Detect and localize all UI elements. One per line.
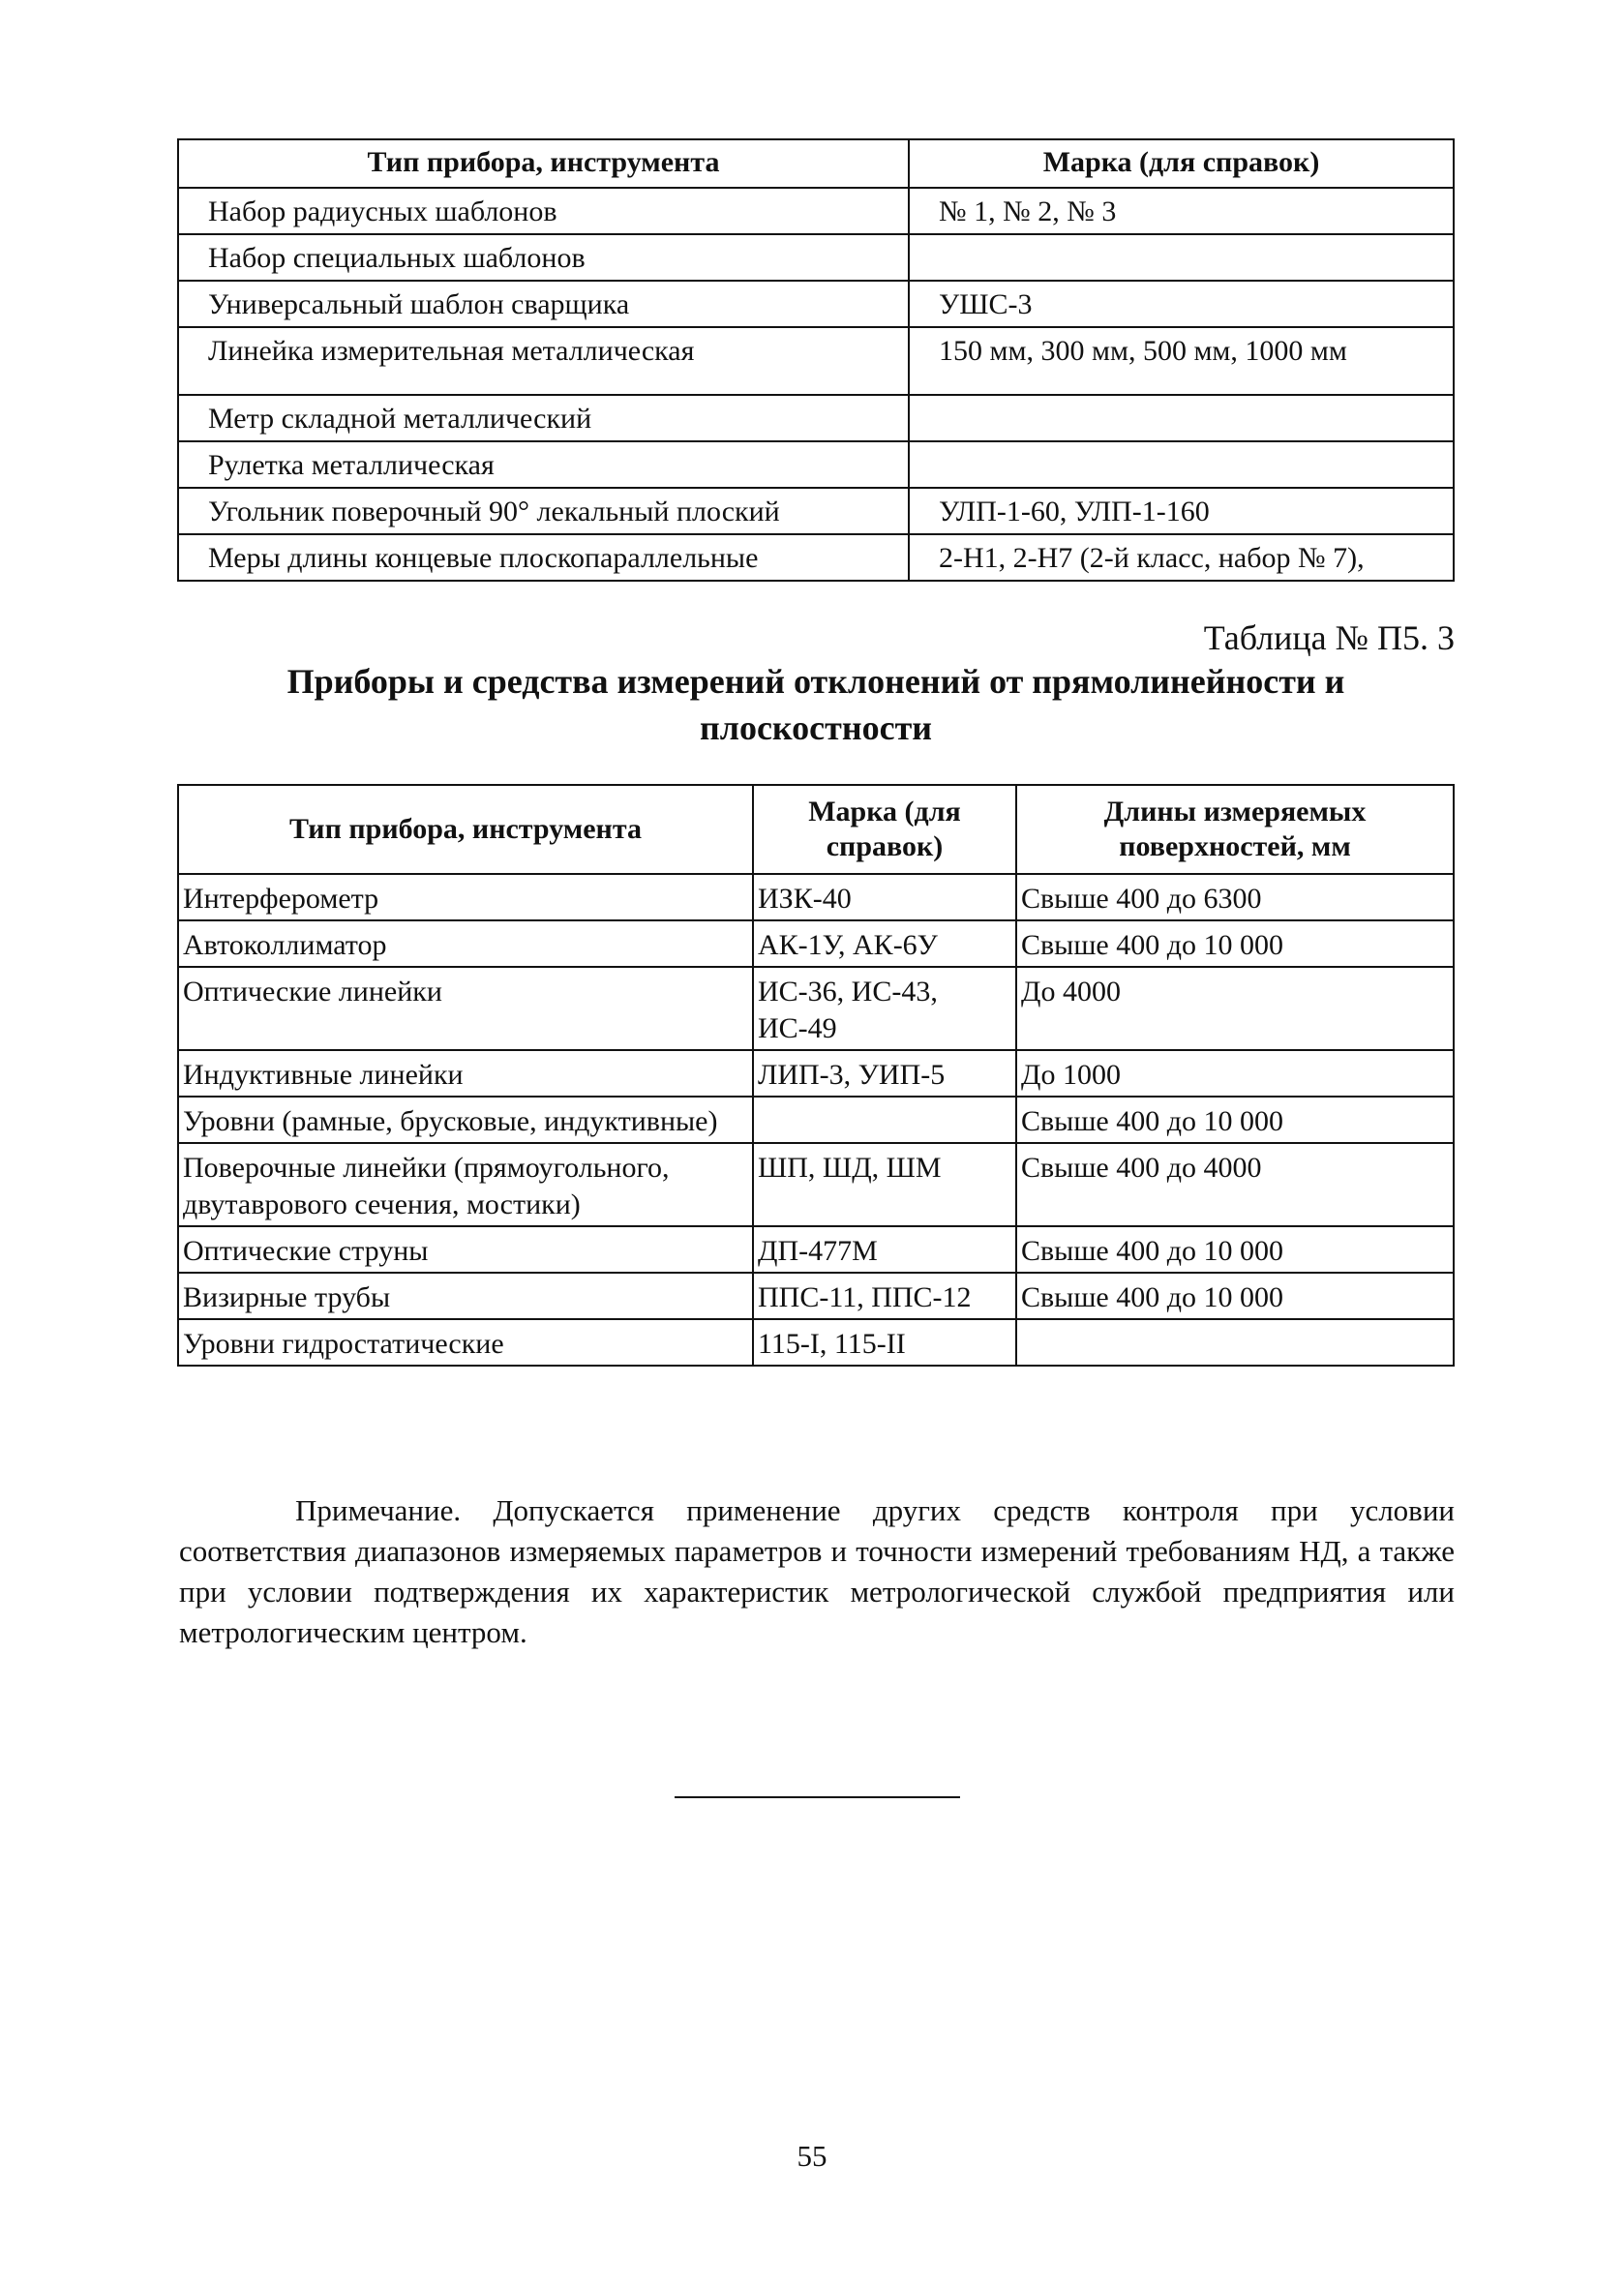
table-cell: Автоколлиматор [178,920,753,967]
table-cell: До 1000 [1016,1050,1454,1097]
instruments-table [177,138,1455,582]
column-header: Тип прибора, инструмента [178,139,909,188]
table-cell: УЛП-1-60, УЛП-1-160 [909,488,1454,534]
table-number: Таблица № П5. 3 [1203,618,1455,657]
table-cell: Уровни (рамные, брусковые, индуктивные) [178,1097,753,1143]
table-cell: 2-Н1, 2-Н7 (2-й класс, набор № 7), [909,534,1454,581]
table-cell: Оптические струны [178,1226,753,1273]
table-cell [909,395,1454,441]
table-row [178,1050,1454,1097]
table-cell: Визирные трубы [178,1273,753,1319]
table-cell [909,441,1454,488]
table-row [178,488,1454,534]
table-cell: Оптические линейки [178,967,753,1050]
table-cell: № 1, № 2, № 3 [909,188,1454,234]
table-cell: Свыше 400 до 4000 [1016,1143,1454,1226]
table-row [178,1226,1454,1273]
table-header-row [178,139,1454,188]
table-cell: Свыше 400 до 6300 [1016,874,1454,920]
table-cell: Свыше 400 до 10 000 [1016,1097,1454,1143]
table-row [178,967,1454,1050]
table-row [178,441,1454,488]
table-cell: Набор специальных шаблонов [178,234,909,281]
table-cell: Интерферометр [178,874,753,920]
table-cell: ЛИП-3, УИП-5 [753,1050,1016,1097]
table-cell: 115-I, 115-II [753,1319,1016,1366]
table-cell [1016,1319,1454,1366]
table-header-row [178,785,1454,874]
column-header: Марка (для справок) [753,785,1016,874]
column-header: Длины измеряемых поверхностей, мм [1016,785,1454,874]
table-row [178,1097,1454,1143]
column-header: Марка (для справок) [909,139,1454,188]
measurement-instruments-table [177,784,1455,1367]
footnote: Примечание. Допускается применение других средств контроля при условии соответствия диапазонов измеряемых параметров и точности измерений требованиям НД, а также при условии подтверждения их характеристик метрологической службой предприятия или метрологическим центром. [179,1493,1455,1649]
table-cell: Свыше 400 до 10 000 [1016,920,1454,967]
table-row [178,534,1454,581]
table-row [178,281,1454,327]
table-cell: Линейка измерительная металлическая [178,327,909,395]
table-cell: Свыше 400 до 10 000 [1016,1273,1454,1319]
table-cell: УШС-3 [909,281,1454,327]
table-cell: Рулетка металлическая [178,441,909,488]
table-row [178,1143,1454,1226]
table-row [178,395,1454,441]
table-cell: ППС-11, ППС-12 [753,1273,1016,1319]
table-row [178,1273,1454,1319]
table-cell: Набор радиусных шаблонов [178,188,909,234]
table-cell: Меры длины концевые плоскопараллельные [178,534,909,581]
table-cell: Уровни гидростатические [178,1319,753,1366]
column-header: Тип прибора, инструмента [178,785,753,874]
table-cell: Угольник поверочный 90° лекальный плоский [178,488,909,534]
table-cell: ИЗК-40 [753,874,1016,920]
table-cell: Индуктивные линейки [178,1050,753,1097]
table-row [178,327,1454,395]
table-row [178,1319,1454,1366]
table-cell: Универсальный шаблон сварщика [178,281,909,327]
table-row [178,234,1454,281]
table-cell: АК-1У, АК-6У [753,920,1016,967]
table-cell: ИС-36, ИС-43, ИС-49 [753,967,1016,1050]
table-cell: ШП, ШД, ШМ [753,1143,1016,1226]
table-title: Приборы и средства измерений отклонений от прямолинейности и плоскостности [286,662,1345,747]
table-row [178,188,1454,234]
table-cell [753,1097,1016,1143]
table-cell: До 4000 [1016,967,1454,1050]
table-cell: Поверочные линейки (прямоугольного, двутаврового сечения, мостики) [178,1143,753,1226]
table-cell: ДП-477М [753,1226,1016,1273]
page-number: 55 [797,2139,827,2173]
table-cell: Метр складной металлический [178,395,909,441]
divider [675,1796,960,1798]
table-cell: 150 мм, 300 мм, 500 мм, 1000 мм [909,327,1454,395]
table-cell [909,234,1454,281]
table-cell: Свыше 400 до 10 000 [1016,1226,1454,1273]
table-row [178,874,1454,920]
table-row [178,920,1454,967]
